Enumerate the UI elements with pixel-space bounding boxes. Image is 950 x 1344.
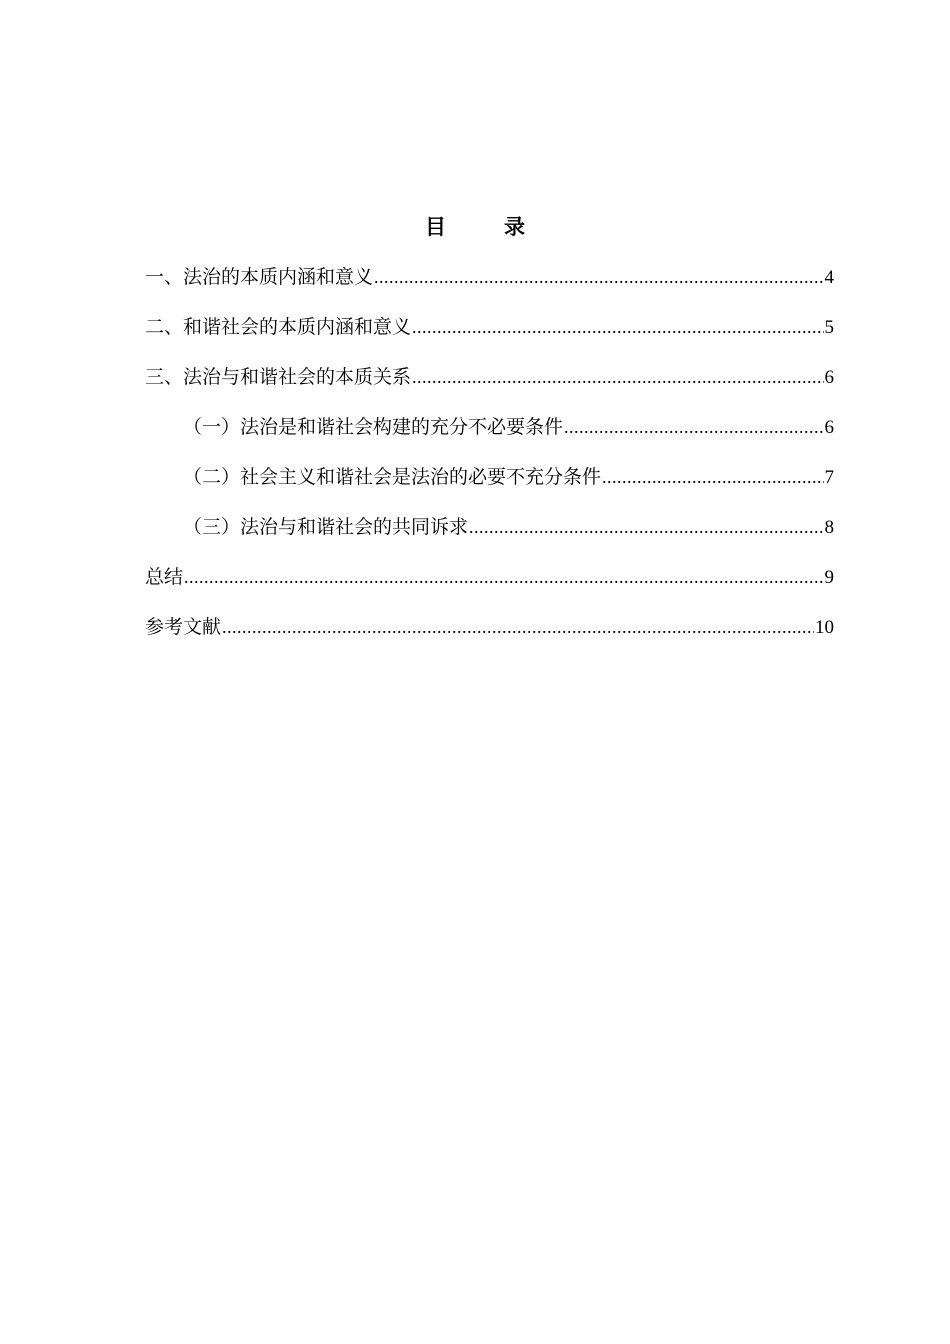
toc-entry-subsection-3-1[interactable] bbox=[145, 412, 834, 462]
toc-leader-dots bbox=[222, 612, 814, 642]
toc-entry-label: 参考文献 bbox=[145, 616, 222, 638]
toc-leader-dots bbox=[412, 362, 823, 392]
toc-entry-page: 10 bbox=[815, 617, 834, 638]
toc-leader-dots bbox=[564, 412, 823, 442]
toc-entry-label: 二、和谐社会的本质内涵和意义 bbox=[145, 316, 412, 338]
toc-entry-label: 一、法治的本质内涵和意义 bbox=[145, 266, 374, 288]
toc-entry-references[interactable] bbox=[145, 612, 834, 662]
toc-entry-label: 三、法治与和谐社会的本质关系 bbox=[145, 366, 412, 388]
toc-leader-dots bbox=[469, 512, 823, 542]
toc-entry-page: 7 bbox=[824, 467, 834, 488]
toc-entry-label: 总结 bbox=[145, 566, 184, 588]
toc-entry-page: 6 bbox=[824, 367, 834, 388]
toc-leader-dots bbox=[374, 262, 823, 292]
toc-entry-section-3[interactable] bbox=[145, 362, 834, 412]
toc-title-char-1: 目 bbox=[425, 215, 446, 239]
toc-entry-page: 9 bbox=[824, 567, 834, 588]
toc-entry-page: 5 bbox=[824, 317, 834, 338]
toc-entry-subsection-3-3[interactable] bbox=[145, 512, 834, 562]
toc-entry-subsection-3-2[interactable] bbox=[145, 462, 834, 512]
toc-entry-page: 6 bbox=[824, 417, 834, 438]
toc-entry-section-1[interactable] bbox=[145, 262, 834, 312]
toc-entry-summary[interactable] bbox=[145, 562, 834, 612]
table-of-contents bbox=[145, 262, 834, 662]
toc-entry-label: （一）法治是和谐社会构建的充分不必要条件 bbox=[183, 416, 564, 438]
toc-leader-dots bbox=[602, 462, 823, 492]
toc-entry-label: （三）法治与和谐社会的共同诉求 bbox=[183, 516, 469, 538]
toc-title-char-2: 录 bbox=[504, 215, 525, 239]
toc-entry-label: （二）社会主义和谐社会是法治的必要不充分条件 bbox=[183, 466, 602, 488]
toc-leader-dots bbox=[412, 312, 823, 342]
toc-entry-page: 4 bbox=[824, 267, 834, 288]
toc-leader-dots bbox=[184, 562, 823, 592]
toc-title bbox=[0, 212, 950, 242]
toc-entry-section-2[interactable] bbox=[145, 312, 834, 362]
toc-entry-page: 8 bbox=[824, 517, 834, 538]
